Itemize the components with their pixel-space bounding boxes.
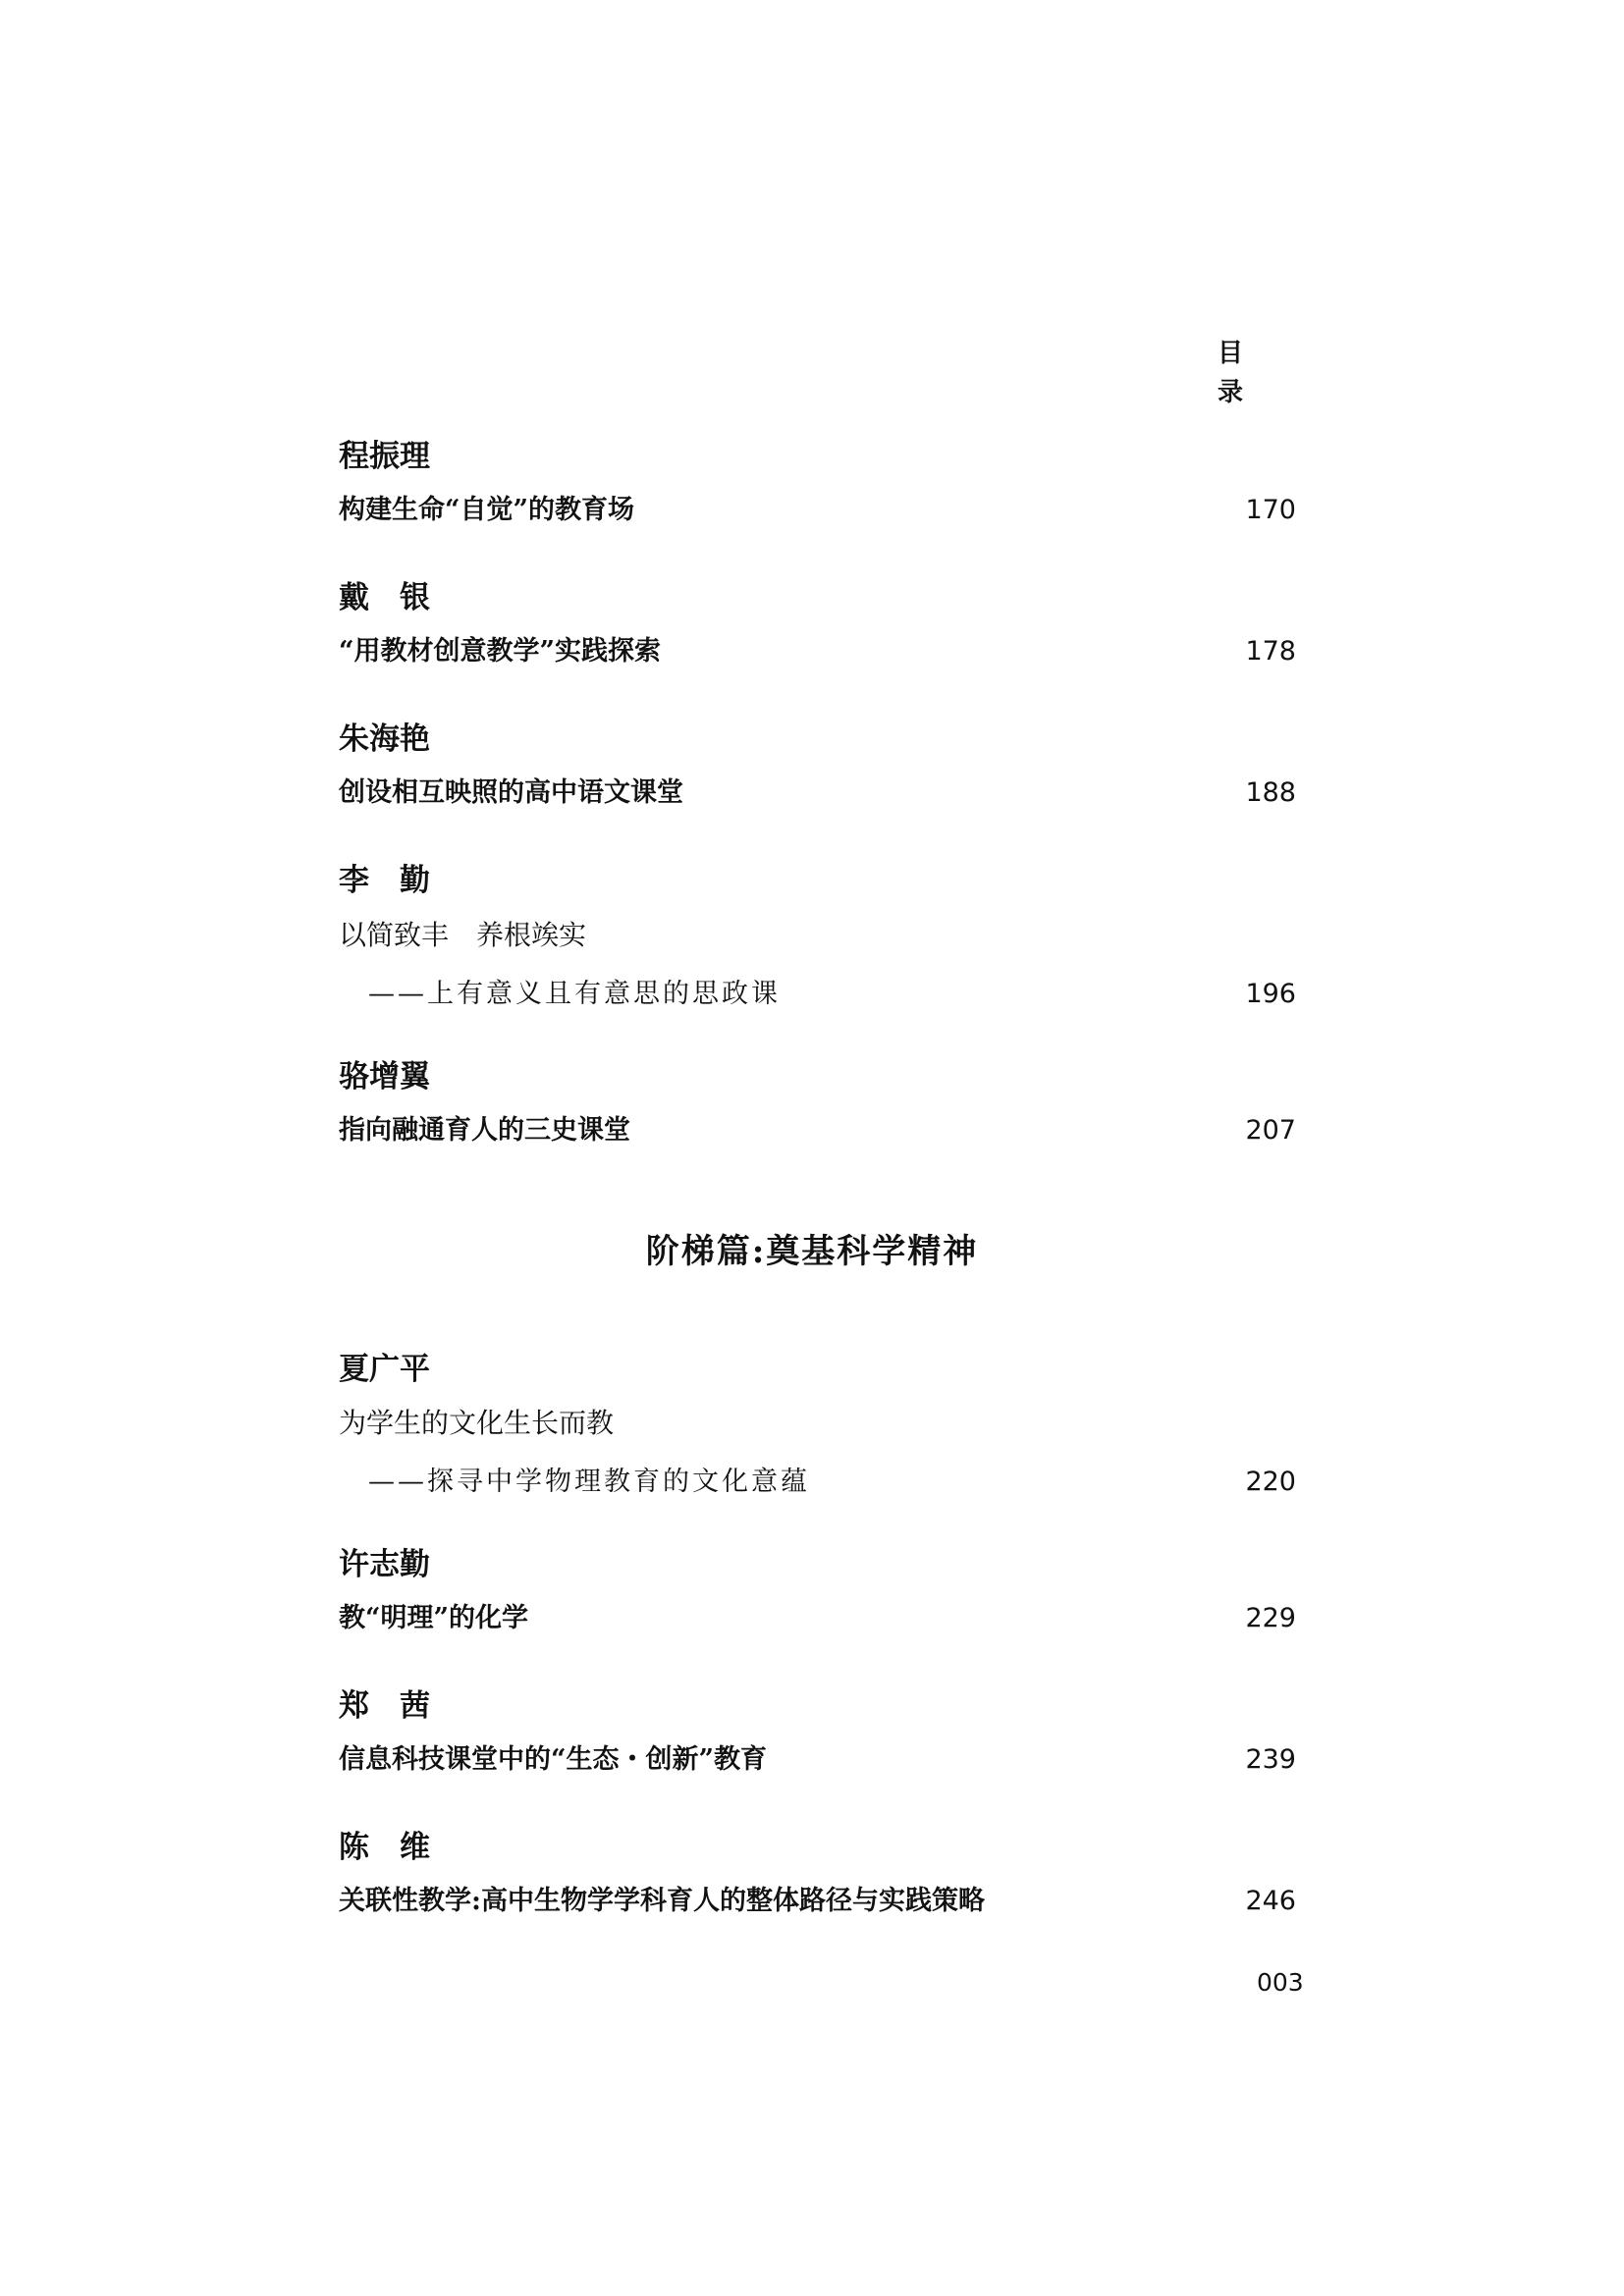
entry-title: “用教材创意教学”实践探索 <box>339 636 662 667</box>
entry-subtitle: ——上有意义且有意思的思政课 <box>368 979 781 1009</box>
dot-leader <box>822 1461 1235 1504</box>
page-number: 196 <box>1245 979 1296 1009</box>
page-number: 207 <box>1245 1115 1296 1146</box>
dot-leader <box>792 973 1235 1016</box>
entry-title: 关联性教学:高中生物学学科育人的整体路径与实践策略 <box>339 1886 985 1916</box>
entry-title: 指向融通育人的三史课堂 <box>339 1115 630 1146</box>
toc-entry[interactable] <box>368 973 1296 1016</box>
toc-entry[interactable] <box>339 1738 1296 1782</box>
page-number: 170 <box>1245 495 1296 525</box>
page-number: 220 <box>1245 1467 1296 1497</box>
entry-title: 信息科技课堂中的“生态・创新”教育 <box>339 1744 768 1775</box>
dot-leader <box>997 1880 1235 1923</box>
entry-title: 教“明理”的化学 <box>339 1603 529 1633</box>
author-name: 骆增翼 <box>339 1059 430 1095</box>
dot-leader <box>673 630 1235 673</box>
dot-leader <box>646 489 1235 532</box>
toc-entry[interactable] <box>339 489 1296 532</box>
dot-leader <box>540 1597 1235 1640</box>
toc-entry[interactable] <box>368 1461 1296 1504</box>
page-number: 239 <box>1245 1744 1296 1775</box>
dot-leader <box>642 1109 1235 1152</box>
page-number: 246 <box>1245 1886 1296 1916</box>
entry-main-title: 以简致丰 养根竢实 <box>339 919 587 951</box>
entry-main-title: 为学生的文化生长而教 <box>339 1407 615 1439</box>
toc-entry[interactable] <box>339 772 1296 815</box>
dot-leader <box>695 772 1235 815</box>
author-name: 李 勤 <box>339 863 430 898</box>
author-name: 戴 银 <box>339 580 430 615</box>
page-number: 229 <box>1245 1603 1296 1633</box>
running-header: 目 录 <box>1218 339 1266 407</box>
page-number: 178 <box>1245 636 1296 667</box>
author-name: 郑 茜 <box>339 1688 430 1724</box>
toc-entry[interactable] <box>339 1597 1296 1640</box>
toc-entry[interactable] <box>339 1880 1296 1923</box>
author-name: 陈 维 <box>339 1830 430 1865</box>
entry-subtitle: ——探寻中学物理教育的文化意蕴 <box>368 1467 810 1497</box>
toc-entry[interactable] <box>339 1109 1296 1152</box>
entry-title: 创设相互映照的高中语文课堂 <box>339 777 683 808</box>
author-name: 程振理 <box>339 439 430 474</box>
section-heading: 阶梯篇:奠基科学精神 <box>645 1232 979 1271</box>
author-name: 夏广平 <box>339 1352 430 1387</box>
author-name: 朱海艳 <box>339 721 430 757</box>
author-name: 许志勤 <box>339 1547 430 1582</box>
entry-title: 构建生命“自觉”的教育场 <box>339 495 635 525</box>
page-number: 188 <box>1245 777 1296 808</box>
page-folio: 003 <box>1257 1968 1304 1997</box>
toc-entry[interactable] <box>339 630 1296 673</box>
dot-leader <box>779 1738 1235 1782</box>
